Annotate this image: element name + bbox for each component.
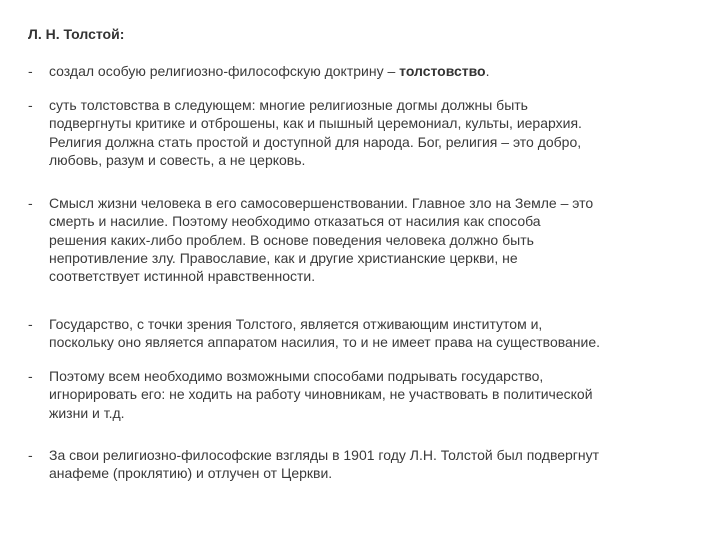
text-line: соответствует истинной нравственности. [49, 268, 316, 285]
bullet-marker: - [28, 447, 33, 463]
bullet-text [49, 96, 717, 169]
text-line: Государство, с точки зрения Толстого, является отживающим институтом и, [49, 316, 543, 332]
bullet-marker: - [28, 195, 33, 211]
bullet-marker: - [28, 97, 33, 113]
text-line: решения каких-либо проблем. В основе поведения человека должно быть [49, 231, 534, 248]
bullet-marker: - [28, 63, 33, 79]
text-line: жизни и т.д. [49, 404, 125, 421]
text-line: Поэтому всем необходимо возможными способами подрывать государство, [49, 368, 544, 384]
text-line: игнорировать его: не ходить на работу чиновникам, не участвовать в политической [49, 386, 593, 403]
text-line: поскольку оно является аппаратом насилия, то и не имеет права на существование. [49, 334, 601, 351]
text-line: Религия должна стать простой и доступной для народа. Бог, религия – это добро, [49, 133, 582, 150]
text-line: создал особую религиозно-философскую доктрину – [49, 63, 400, 79]
text-line: непротивление злу. Православие, как и другие христианские церкви, не [49, 249, 518, 266]
bold-term: толстовство [399, 63, 486, 79]
text-line: анафеме (проклятию) и отлучен от Церкви. [49, 465, 333, 482]
text-line: смерть и насилие. Поэтому необходимо отказаться от насилия как способа [49, 213, 541, 230]
bullet-text [49, 315, 717, 352]
bullet-text [49, 446, 717, 483]
bullet-text [49, 367, 717, 422]
text-line: подвергнуты критике и отброшены, как и пышный церемониал, культы, иерархия. [49, 115, 582, 132]
bullet-marker: - [28, 316, 33, 332]
bullet-marker: - [28, 368, 33, 384]
text-line: суть толстовства в следующем: многие религиозные догмы должны быть [49, 97, 528, 113]
text-tail: . [485, 63, 490, 79]
text-line: Смысл жизни человека в его самосовершенствовании. Главное зло на Земле – это [49, 195, 594, 211]
text-line: За свои религиозно-философские взгляды в 1901 году Л.Н. Толстой был подвергнут [49, 447, 600, 463]
bullet-text [49, 62, 717, 80]
slide-title: Л. Н. Толстой: [28, 26, 125, 42]
text-line: любовь, разум и совесть, а не церковь. [49, 151, 306, 168]
bullet-text [49, 194, 717, 285]
